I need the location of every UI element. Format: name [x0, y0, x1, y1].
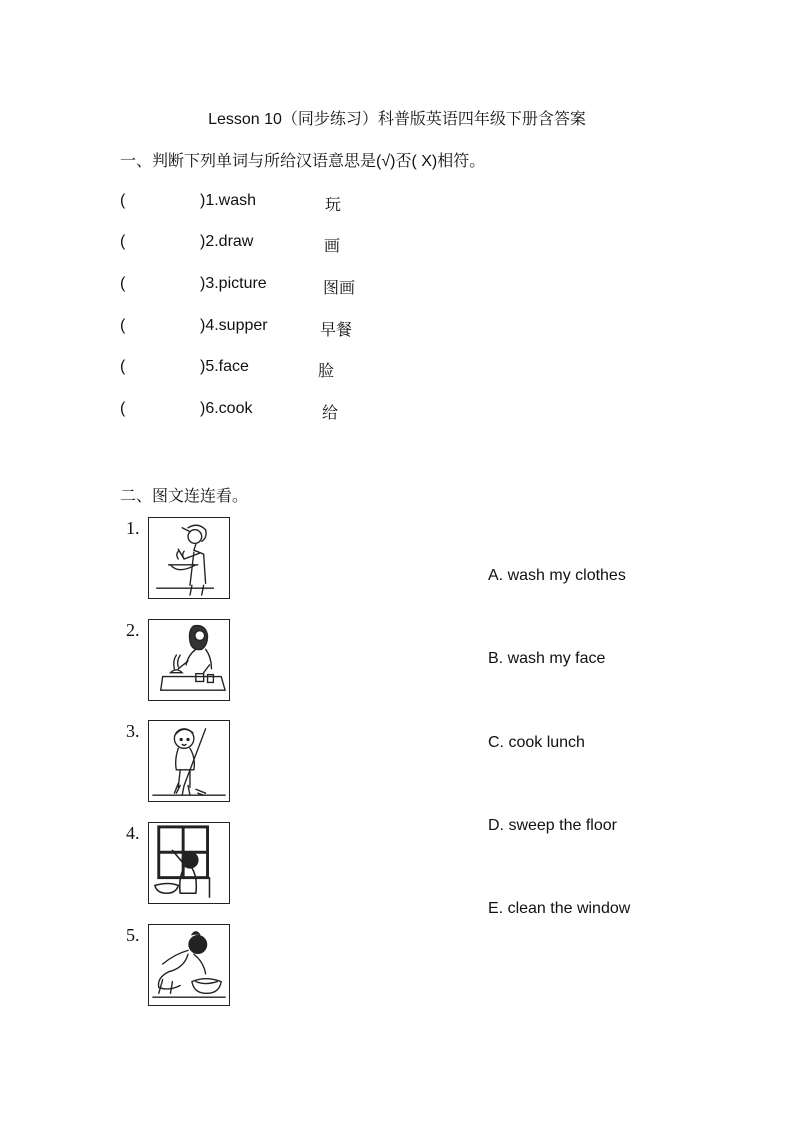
section2-heading: 二、图文连连看。 — [120, 488, 249, 505]
cooking-picture — [148, 619, 230, 701]
item-word: )2.draw — [200, 233, 254, 250]
match-option: C. cook lunch — [488, 734, 585, 751]
page-title: Lesson 10（同步练习）科普版英语四年级下册含答案 — [208, 111, 586, 128]
washing-face-icon — [149, 518, 229, 598]
item-word: )1.wash — [200, 192, 257, 209]
item-word: )5.face — [200, 358, 249, 375]
item-word: )4.supper — [200, 317, 268, 334]
answer-bracket: ( — [120, 275, 126, 292]
match-option: A. wash my clothes — [488, 567, 626, 584]
item-meaning: 给 — [322, 405, 339, 422]
item-word: )6.cook — [200, 400, 253, 417]
cleaning-window-icon — [149, 823, 229, 903]
section1-heading: 一、判断下列单词与所给汉语意思是(√)否( X)相符。 — [120, 153, 486, 170]
item-meaning: 脸 — [318, 363, 335, 380]
cleaning-window-picture — [148, 822, 230, 904]
answer-bracket: ( — [120, 233, 126, 250]
cooking-icon — [149, 620, 229, 700]
washing-clothes-picture — [148, 924, 230, 1006]
answer-bracket: ( — [120, 358, 126, 375]
match-option: D. sweep the floor — [488, 817, 617, 834]
match-option: B. wash my face — [488, 650, 606, 667]
answer-bracket: ( — [120, 317, 126, 334]
item-word: )3.picture — [200, 275, 267, 292]
picture-number: 1. — [126, 518, 140, 538]
picture-number: 4. — [126, 823, 140, 843]
washing-face-picture — [148, 517, 230, 599]
answer-bracket: ( — [120, 192, 126, 209]
item-meaning: 玩 — [325, 197, 342, 214]
answer-bracket: ( — [120, 400, 126, 417]
item-meaning: 画 — [324, 238, 341, 255]
picture-number: 2. — [126, 620, 140, 640]
match-option: E. clean the window — [488, 900, 631, 917]
item-meaning: 图画 — [323, 280, 356, 297]
sweeping-icon — [149, 721, 229, 801]
picture-number: 5. — [126, 925, 140, 945]
sweeping-picture — [148, 720, 230, 802]
item-meaning: 早餐 — [320, 322, 353, 339]
picture-number: 3. — [126, 721, 140, 741]
washing-clothes-icon — [149, 925, 229, 1005]
